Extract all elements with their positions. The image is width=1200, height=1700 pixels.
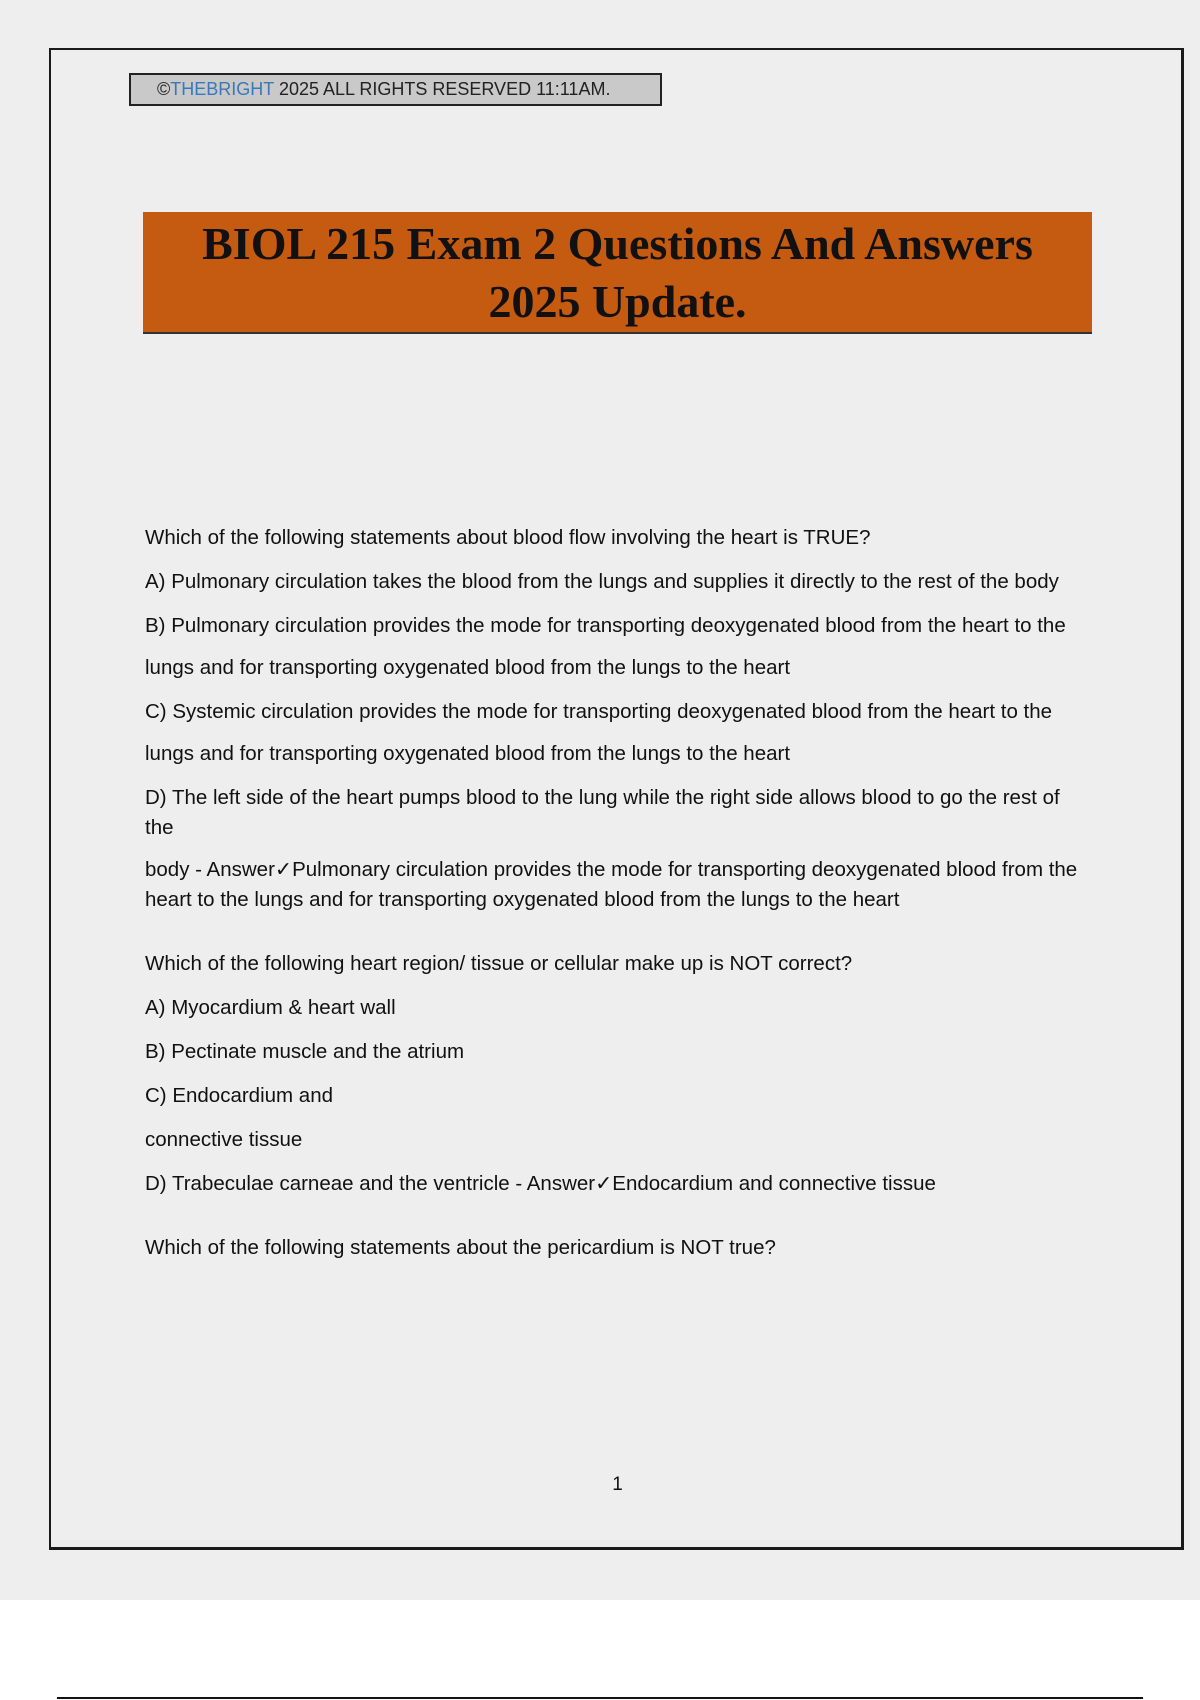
question-1-option-c: C) Systemic circulation provides the mode for transporting deoxygenated blood from the heart to the [145,700,1053,723]
question-2-option-b: B) Pectinate muscle and the atrium [145,1040,465,1063]
footer-divider [57,1697,1143,1699]
brand-name: THEBRIGHT [170,79,274,99]
question-2: Which of the following heart region/ tissue or cellular make up is NOT correct? [145,952,853,975]
page-number: 1 [612,1474,623,1495]
rights-text: 2025 ALL RIGHTS RESERVED 11:11AM. [273,79,611,99]
question-2-option-a: A) Myocardium & heart wall [145,996,396,1019]
question-list [145,523,1090,1277]
question-1-option-b: B) Pulmonary circulation provides the mode for transporting deoxygenated blood from the heart to the [145,614,1066,637]
copyright-symbol: © [157,79,171,99]
question-2-option-c-continued: connective tissue [145,1128,303,1151]
copyright-notice [129,73,662,106]
question-2-option-c: C) Endocardium and [145,1084,334,1107]
document-title [143,212,1092,334]
question-1-option-b-continued: lungs and for transporting oxygenated blood from the lungs to the heart [145,656,791,679]
title-line-2: 2025 Update. [488,276,747,327]
question-1-answer: body - Answer✓Pulmonary circulation provides the mode for transporting deoxygenated blood from the heart to the lungs and for transporting oxygenated blood from the lungs to the heart [145,858,1078,911]
question-1: Which of the following statements about blood flow involving the heart is TRUE? [145,526,871,549]
question-3: Which of the following statements about the pericardium is NOT true? [145,1236,776,1259]
question-1-option-a: A) Pulmonary circulation takes the blood from the lungs and supplies it directly to the rest of the body [145,570,1059,593]
title-line-1: BIOL 215 Exam 2 Questions And Answers [202,218,1033,269]
question-2-answer: D) Trabeculae carneae and the ventricle - Answer✓Endocardium and connective tissue [145,1172,936,1195]
question-1-option-d: D) The left side of the heart pumps blood to the lung while the right side allows blood to go the rest of the [145,786,1060,839]
question-1-option-c-continued: lungs and for transporting oxygenated blood from the lungs to the heart [145,742,791,765]
